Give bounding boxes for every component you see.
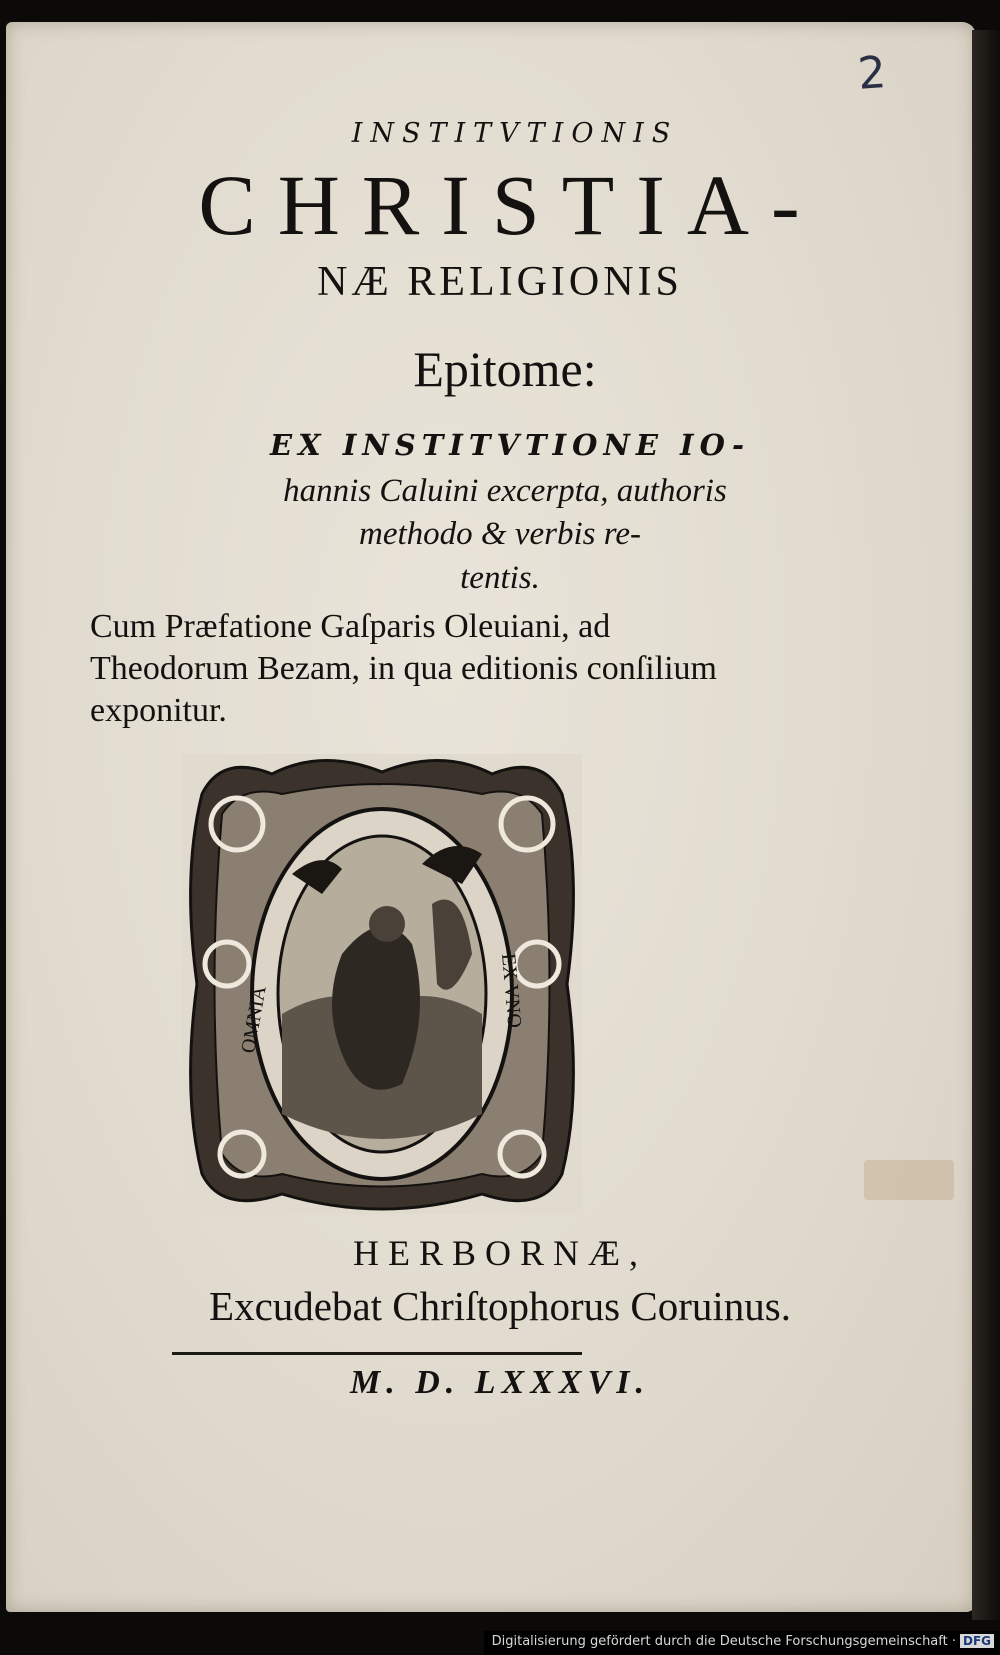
subtitle-line-2: hannis Caluini excerpta, authoris	[283, 473, 727, 509]
title-epitome: Epitome:	[413, 341, 597, 397]
title-line-1: INSTITVTIONIS	[351, 118, 679, 149]
shelf-mark-annotation: 2	[856, 47, 886, 100]
subtitle-line-3: methodo & verbis re-	[359, 516, 641, 552]
imprint-rule	[172, 1352, 582, 1355]
digitization-credit	[484, 1631, 1000, 1655]
title-line-3: NÆ RELIGIONIS	[317, 259, 683, 305]
printer-device-woodcut	[182, 754, 582, 1214]
imprint-place: HERBORNÆ,	[352, 1233, 648, 1273]
title-line-2: CHRISTIA-	[198, 157, 822, 253]
subtitle-line-1: EX INSTITVTIONE IO-	[270, 428, 750, 462]
preface-note: Cum Præfatione Gaſparis Oleuiani, ad Theodorum Bezam, in qua editionis conſilium exponitur.	[90, 608, 717, 729]
dfg-logo: DFG	[960, 1634, 994, 1648]
subtitle-line-4: tentis.	[460, 560, 540, 596]
imprint-printer: Excudebat Chriſtophorus Coruinus.	[209, 1283, 791, 1329]
imprint-year: M. D. LXXXVI.	[350, 1364, 650, 1401]
paper-stain	[864, 1160, 954, 1200]
device-motto-left: OMNIA	[237, 984, 271, 1055]
credit-text: Digitalisierung gefördert durch die Deutsche Forschungsgemeinschaft ·	[491, 1634, 956, 1649]
device-motto-right: EX VNO	[497, 952, 526, 1029]
